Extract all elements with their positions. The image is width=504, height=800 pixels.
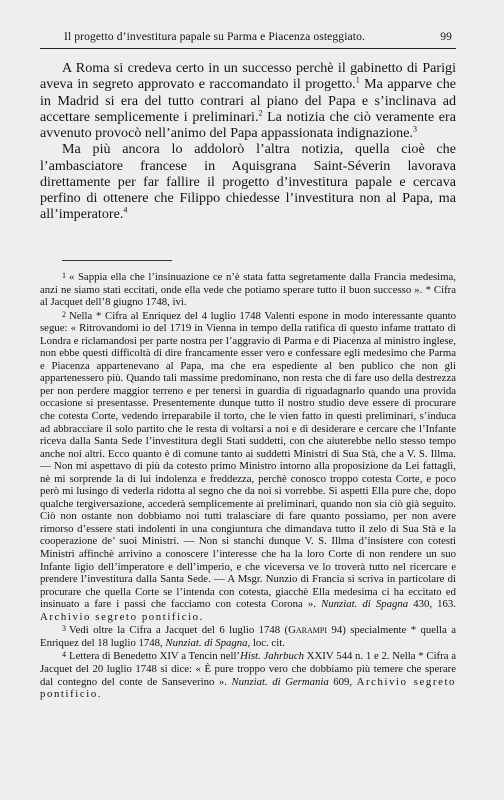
footnote-ref-1[interactable]: 1 <box>355 75 360 85</box>
header-rule <box>40 48 456 49</box>
footnote-ref-3[interactable]: 3 <box>412 124 417 134</box>
footnote-ref-2[interactable]: 2 <box>258 108 263 118</box>
garampi-ref: Garampi <box>288 624 328 637</box>
footnote-number: 4 <box>62 650 66 660</box>
footnote-2: 2 Nella * Cifra al Enriquez del 4 luglio 1748 Valenti espone in modo interessante quanto segue: « Ritrovandomi io del 1719 in Vienna in tempo della ratifica di questo infame trattato di Londra e riclamandosi per parte nostra per l’aggravio di Parma e di Piacenza al ministro inglese, non ebbe questi difficoltà di dire francamente esser vero e confessare egli medesimo che Parma e Piacenza appartenevano al Papa, ma che era espediente al ben publico che non gli appartenessero più. Quando tali massime predominano, non resta che di fare uso della destrezza per non perdere maggior terreno e per tenersi in guardia di riguadagnarlo quando una provida occasione si presentasse. Presentemente dunque tutto il nostro studio deve essere di procurare che cotesta Corte, vedendo irreparabile il torto, che le vien fatto in questi preliminari, s’induca ad abbracciare il solo partito che le resta di voltarsi a noi e di desiderare e cercare che l’Infante riceva dalla Santa Sede l’investitura degli Stati suddetti, con che aiuterebbe nello stesso tempo anche noi altri. Ecco quanto è di comune tanto ai suddetti Ministri di Sua Stà, che a V. S. Illma. — Non mi aspettavo di più da cotesto primo Ministro intorno alla proposizione da Lei fattagli, nè mi sorprende la di lui indolenza e freddezza, perchè conosco troppo cotesta Corte, e poco però mi lusingo di vederla ridotta al segno che da noi si vorrebbe. Si aspetti Ella pure che, dopo qualche tergiversazione, accederà semplicemente ai preliminari, quando non sia ciò già seguito. Ciò non ostante non dobbiamo noi tutti tralasciare di fare quanto possiamo, per non avere rimorso d’essere stati indolenti in una congiuntura che dimandava tutto il zelo di Sua Stà e la cooperazione de’ suoi Ministri. — Non si stanchi dunque V. S. Illma d’insistere con cotesti Ministri affinchè arrivino a conoscere l’interesse che ha la loro Corte di non rendere un suo Infante ligio dell’imperatore e dell’imperio, e che viceversa ve lo troverà tutto nel ricercare e prendere l’investitura dalla Santa Sede. — A Msgr. Nunzio di Francia si scriva in particolare di procurare che quella Corte se l’intenda con cotesta, giacchè Ella medesima ci ha eccitato ed insinuato a fare i passi che facciamo con cotesta Corona ». Nunziat. di Spagna 430, 163. Archivio segreto pontificio. <box>40 309 456 623</box>
footnote-separator <box>62 260 172 261</box>
page-number: 99 <box>440 30 452 43</box>
running-title: Il progetto d’investitura papale su Parma e Piacenza osteggiato. <box>64 30 365 43</box>
footnote-number: 2 <box>62 309 66 319</box>
running-header <box>44 30 452 46</box>
footnote-4: 4 Lettera di Benedetto XIV a Tencin nell’Hist. Jahrbuch XXIV 544 n. 1 e 2. Nella * Cifra a Jacquet del 20 luglio 1748 si dice: « È pure troppo vero che dobbiamo più temere che sperare dal contegno del conte de Sanseverino ». Nunziat. di Germania 609, Archivio segreto pontificio. <box>40 650 457 701</box>
footnote-1: 1 « Sappia ella che l’insinuazione ce n’è stata fatta segretamente dalla Francia medesima, anzi ne siamo stati eccitati, onde ella vede che potiamo sperare tutto il buon successo ». * Cifra al Jacquet dell’8 giugno 1748, ivi. <box>40 271 456 309</box>
archive-name: Archivio segreto pontificio. <box>40 675 457 701</box>
footnote-3: 3 Vedi oltre la Cifra a Jacquet del 6 luglio 1748 (Garampi 94) specialmente * quella a Enriquez del 18 luglio 1748, Nunziat. di Spagna, loc. cit. <box>40 624 456 649</box>
body-paragraph-1: A Roma si credeva certo in un successo perchè il gabinetto di Parigi aveva in segreto approvato e raccomandato il progetto.$^1$ Ma apparve che in Madrid si era del tutto contrari al piano del Papa e s’inclinava ad accettare semplicemente i preliminari.$^2$ La notizia che ciò veramente era avvenuto provocò nell’animo del Papa appassionata indignazione.$^3$ <box>40 60 457 141</box>
footnote-number: 1 <box>62 271 66 280</box>
body-paragraph-2: Ma più ancora lo addolorò l’altra notizia, quella cioè che l’ambasciatore francese in Aquisgrana Saint-Séverin lavorava direttamente per far fallire il progetto d’investitura papale e cercava perfino di ottenere che Filippo chiedesse l’investitura non al Papa, ma all’imperatore.$^4$ <box>40 141 456 223</box>
footnotes <box>40 270 456 701</box>
journal-italic: Hist. Jahrbuch <box>240 650 305 663</box>
archive-name: Archivio segreto pontificio. <box>40 610 204 623</box>
main-text <box>40 60 456 223</box>
source-italic: Nunziat. di Germania <box>231 675 329 688</box>
footnote-ref-4[interactable]: 4 <box>123 205 128 215</box>
source-italic: Nunziat. di Spagna <box>165 636 248 649</box>
source-italic: Nunziat. di Spagna <box>321 598 409 611</box>
footnote-number: 3 <box>62 624 66 634</box>
